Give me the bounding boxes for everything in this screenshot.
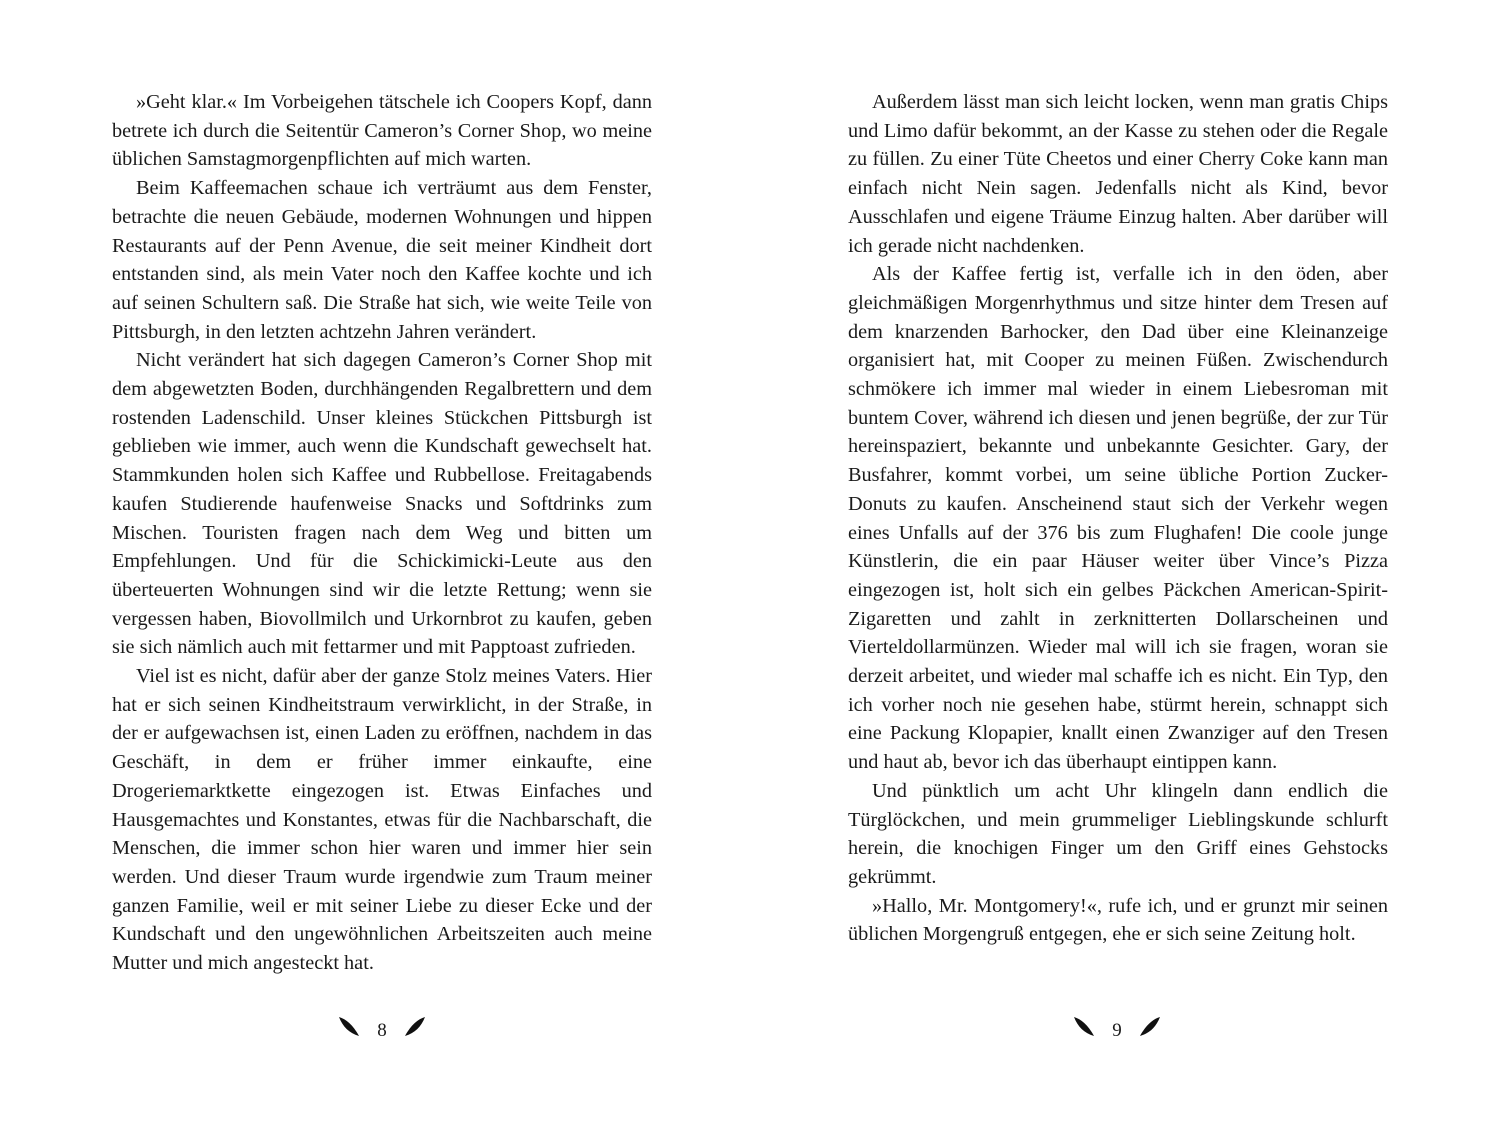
page-number-footer-left <box>322 1004 442 1044</box>
leaf-icon <box>337 1009 363 1039</box>
paragraph: »Geht klar.« Im Vorbeigehen tätschele ich Coopers Kopf, dann betrete ich durch die Seitentür Cameron’s Corner Shop, wo meine üblichen Samstagmorgenpflichten auf mich warten. <box>112 91 652 171</box>
leaf-icon <box>1136 1009 1162 1039</box>
page-number: 9 <box>1112 1020 1122 1041</box>
leaf-icon <box>401 1009 427 1039</box>
leaf-icon <box>1072 1009 1098 1039</box>
paragraph: Und pünktlich um acht Uhr klingeln dann endlich die Türglöckchen, und mein grummeliger Lieblingskunde schlurft herein, die knochigen Finger um den Griff eines Gehstocks gekrümmt. <box>848 779 1388 888</box>
left-page <box>112 88 652 978</box>
right-page <box>848 88 1388 949</box>
paragraph: Außerdem lässt man sich leicht locken, wenn man gratis Chips und Limo dafür bekommt, an der Kasse zu stehen oder die Regale zu füllen. Zu einer Tüte Cheetos und einer Cherry Coke kann man einfach nicht Nein sagen. Jedenfalls nicht als Kind, bevor Ausschlafen und eigene Träume Einzug halten. Aber darüber will ich gerade nicht nachdenken. <box>848 91 1388 257</box>
paragraph: Als der Kaffee fertig ist, verfalle ich in den öden, aber gleichmäßigen Morgenrhythmus und sitze hinter dem Tresen auf dem knarzenden Barhocker, den Dad über eine Kleinanzeige organisiert hat, mit Cooper zu meinen Füßen. Zwischendurch schmökere ich immer mal wieder in einem Liebesroman mit buntem Cover, während ich diesen und jenen begrüße, der zur Tür hereinspaziert, bekannte und unbekannte Gesichter. Gary, der Busfahrer, kommt vorbei, um seine übliche Portion Zucker-Donuts zu kaufen. Anscheinend staut sich der Verkehr wegen eines Unfalls auf der 376 bis zum Flughafen! Die coole junge Künstlerin, die ein paar Häuser weiter über Vince’s Pizza eingezogen ist, holt sich ein gelbes Päckchen American-Spirit-Zigaretten und zahlt in zerknitterten Dollarscheinen und Vierteldollarmünzen. Wieder mal will ich sie fragen, woran sie derzeit arbeitet, und wieder mal schaffe ich es nicht. Ein Typ, den ich vorher noch nie gesehen habe, stürmt herein, schnappt sich eine Packung Klopapier, knallt einen Zwanziger auf den Tresen und haut ab, bevor ich das überhaupt eintippen kann. <box>848 263 1388 774</box>
page-number: 8 <box>377 1020 387 1041</box>
paragraph: Nicht verändert hat sich dagegen Cameron’s Corner Shop mit dem abgewetzten Boden, durchhängenden Regalbrettern und dem rostenden Ladenschild. Unser kleines Stückchen Pittsburgh ist geblieben wie immer, auch wenn die Kundschaft gewechselt hat. Stammkunden holen sich Kaffee und Rubbellose. Freitagabends kaufen Studierende haufenweise Snacks und Softdrinks zum Mischen. Touristen fragen nach dem Weg und bitten um Empfehlungen. Und für die Schickimicki-Leute aus den überteuerten Wohnungen sind wir die letzte Rettung; wenn sie vergessen haben, Biovollmilch und Urkornbrot zu kaufen, geben sie sich nämlich auch mit fettarmer und mit Papptoast zufrieden. <box>112 349 652 659</box>
paragraph: »Hallo, Mr. Montgomery!«, rufe ich, und er grunzt mir seinen üblichen Morgengruß entgegen, ehe er sich seine Zeitung holt. <box>848 894 1388 946</box>
page-number-footer-right <box>1057 1004 1177 1044</box>
paragraph: Beim Kaffeemachen schaue ich verträumt aus dem Fenster, betrachte die neuen Gebäude, modernen Wohnungen und hippen Restaurants auf der Penn Avenue, die seit meiner Kindheit dort entstanden sind, als mein Vater noch den Kaffee kochte und ich auf seinen Schultern saß. Die Straße hat sich, wie weite Teile von Pittsburgh, in den letzten achtzehn Jahren verändert. <box>112 177 652 343</box>
paragraph: Viel ist es nicht, dafür aber der ganze Stolz meines Vaters. Hier hat er sich seinen Kindheitstraum verwirklicht, in der Straße, in der er aufgewachsen ist, einen Laden zu eröffnen, nachdem in das Geschäft, in dem er früher immer einkaufte, eine Drogeriemarktkette eingezogen ist. Etwas Einfaches und Hausgemachtes und Konstantes, etwas für die Nachbarschaft, die Menschen, die immer schon hier waren und immer hier sein werden. Und dieser Traum wurde irgendwie zum Traum meiner ganzen Familie, weil er mit seiner Liebe zu dieser Ecke und der Kundschaft und den ungewöhnlichen Arbeitszeiten auch meine Mutter und mich angesteckt hat. <box>112 665 652 975</box>
